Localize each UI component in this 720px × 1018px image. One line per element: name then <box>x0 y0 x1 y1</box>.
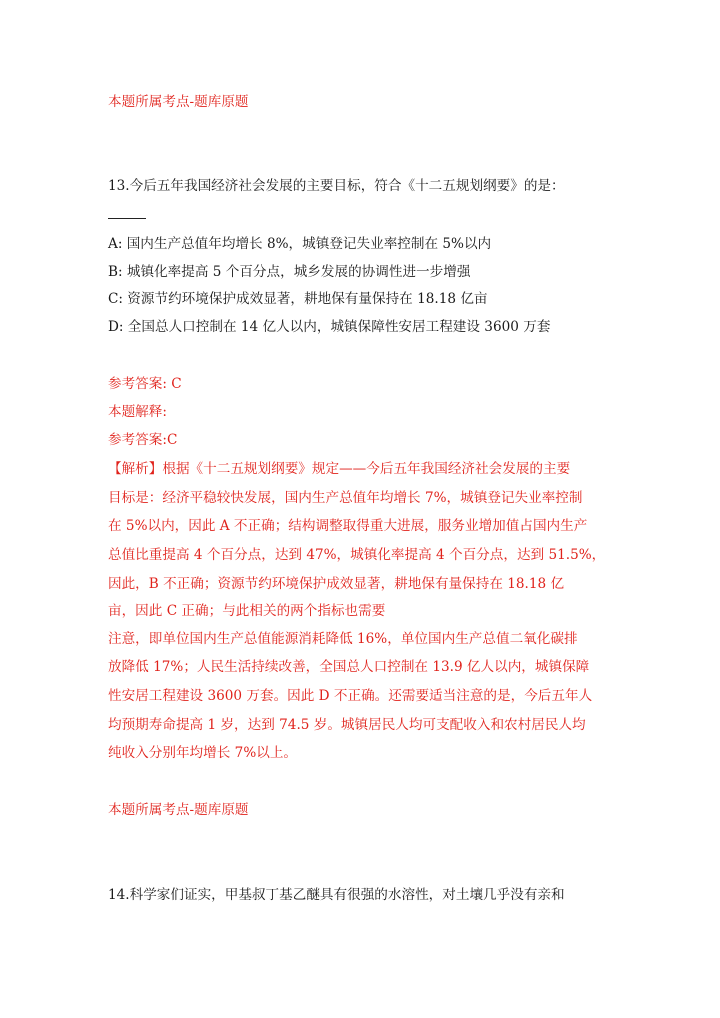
analysis-line: 目标是：经济平稳较快发展，国内生产总值年均增长 7%，城镇登记失业率控制 <box>108 490 583 506</box>
reference-answer: 参考答案: C <box>108 376 182 392</box>
analysis-line: 注意，即单位国内生产总值能源消耗降低 16%，单位国内生产总值二氧化碳排 <box>108 631 578 647</box>
answer-blank <box>108 218 146 219</box>
option-c: C: 资源节约环境保护成效显著，耕地保有量保持在 18.18 亿亩 <box>108 291 488 307</box>
reference-answer-2: 参考答案:C <box>108 432 178 448</box>
analysis-line: 放降低 17%；人民生活持续改善，全国总人口控制在 13.9 亿人以内，城镇保障 <box>108 659 590 675</box>
explanation-label: 本题解释: <box>108 404 167 420</box>
analysis-line: 纯收入分别年均增长 7%以上。 <box>108 745 298 761</box>
analysis-line: 亩，因此 C 正确；与此相关的两个指标也需要 <box>108 603 386 619</box>
question-13-stem: 13.今后五年我国经济社会发展的主要目标，符合《十二五规划纲要》的是： <box>108 178 565 194</box>
analysis-line: 【解析】根据《十二五规划纲要》规定——今后五年我国经济社会发展的主要 <box>108 461 571 477</box>
option-d: D: 全国总人口控制在 14 亿人以内，城镇保障性安居工程建设 3600 万套 <box>108 319 551 335</box>
analysis-line: 在 5%以内，因此 A 不正确；结构调整取得重大进展，服务业增加值占国内生产 <box>108 518 588 534</box>
option-a: A: 国内生产总值年均增长 8%，城镇登记失业率控制在 5%以内 <box>108 236 492 252</box>
question-14-stem: 14.科学家们证实，甲基叔丁基乙醚具有很强的水溶性，对土壤几乎没有亲和 <box>108 887 565 903</box>
section-tag: 本题所属考点-题库原题 <box>108 802 249 818</box>
analysis-line: 性安居工程建设 3600 万套。因此 D 不正确。还需要适当注意的是，今后五年人 <box>108 688 593 704</box>
analysis-line: 均预期寿命提高 1 岁，达到 74.5 岁。城镇居民人均可支配收入和农村居民人均 <box>108 717 586 733</box>
option-b: B: 城镇化率提高 5 个百分点，城乡发展的协调性进一步增强 <box>108 264 471 280</box>
analysis-line: 因此，B 不正确；资源节约环境保护成效显著，耕地保有量保持在 18.18 亿 <box>108 576 565 592</box>
analysis-line: 总值比重提高 4 个百分点，达到 47%，城镇化率提高 4 个百分点，达到 51.5%， <box>108 547 606 563</box>
section-tag: 本题所属考点-题库原题 <box>108 94 249 110</box>
